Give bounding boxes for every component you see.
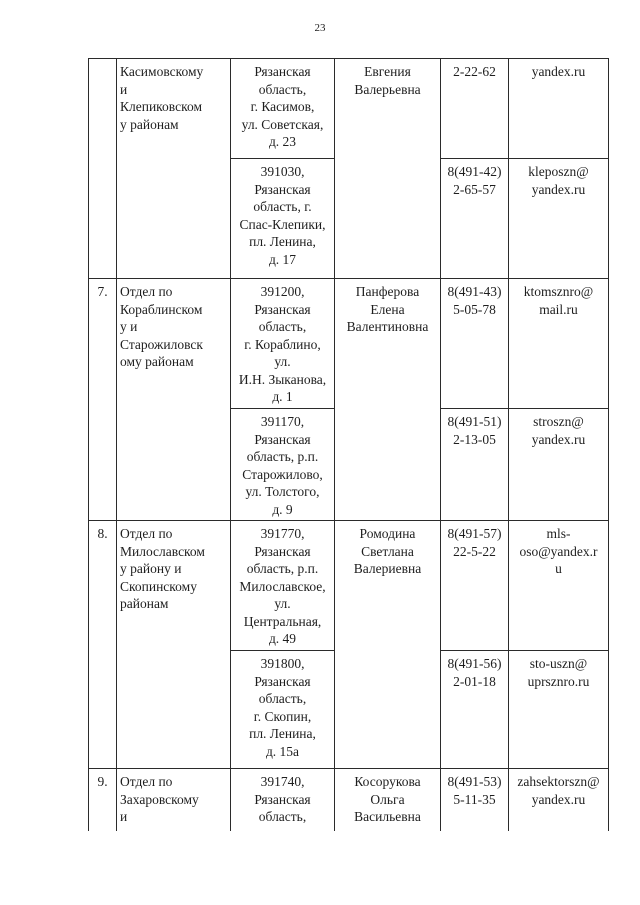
office-phone: 8(491-51) 2-13-05 <box>441 409 509 521</box>
office-address: 391200, Рязанская область, г. Кораблино, ул. И.Н. Зыканова, д. 1 <box>231 279 335 409</box>
head-name: Евгения Валерьевна <box>335 59 441 279</box>
table-row <box>89 279 609 409</box>
row-number: 7. <box>89 279 117 521</box>
office-address: 391170, Рязанская область, р.п. Старожилово, ул. Толстого, д. 9 <box>231 409 335 521</box>
head-name: Ромодина Светлана Валериевна <box>335 521 441 769</box>
office-address: 391740, Рязанская область, <box>231 769 335 831</box>
office-email: stroszn@ yandex.ru <box>509 409 609 521</box>
office-email: ktomsznro@ mail.ru <box>509 279 609 409</box>
office-phone: 8(491-53) 5-11-35 <box>441 769 509 831</box>
office-phone: 8(491-43) 5-05-78 <box>441 279 509 409</box>
page-number: 23 <box>314 22 326 34</box>
office-phone: 2-22-62 <box>441 59 509 159</box>
department-name: Отдел по Милославском у району и Скопинскому районам <box>117 521 231 769</box>
office-email: kleposzn@ yandex.ru <box>509 159 609 279</box>
office-email: zahsektorszn@ yandex.ru <box>509 769 609 831</box>
department-name: Отдел по Кораблинском у и Старожиловск ому районам <box>117 279 231 521</box>
table-row <box>89 521 609 651</box>
head-name: Панферова Елена Валентиновна <box>335 279 441 521</box>
head-name: Косорукова Ольга Васильевна <box>335 769 441 831</box>
office-address: 391770, Рязанская область, р.п. Милославское, ул. Центральная, д. 49 <box>231 521 335 651</box>
row-number: 8. <box>89 521 117 769</box>
table-row <box>89 769 609 831</box>
office-phone: 8(491-57) 22-5-22 <box>441 521 509 651</box>
departments-table <box>88 58 609 831</box>
row-number: 9. <box>89 769 117 831</box>
office-email: mls- oso@yandex.r u <box>509 521 609 651</box>
office-email: sto-uszn@ uprsznro.ru <box>509 651 609 769</box>
office-phone: 8(491-56) 2-01-18 <box>441 651 509 769</box>
office-address: 391030, Рязанская область, г. Спас-Клепики, пл. Ленина, д. 17 <box>231 159 335 279</box>
department-name: Касимовскому и Клепиковском у районам <box>117 59 231 279</box>
row-number <box>89 59 117 279</box>
office-address: Рязанская область, г. Касимов, ул. Советская, д. 23 <box>231 59 335 159</box>
office-phone: 8(491-42) 2-65-57 <box>441 159 509 279</box>
office-address: 391800, Рязанская область, г. Скопин, пл. Ленина, д. 15а <box>231 651 335 769</box>
department-name: Отдел по Захаровскому и <box>117 769 231 831</box>
table-row <box>89 59 609 159</box>
office-email: yandex.ru <box>509 59 609 159</box>
